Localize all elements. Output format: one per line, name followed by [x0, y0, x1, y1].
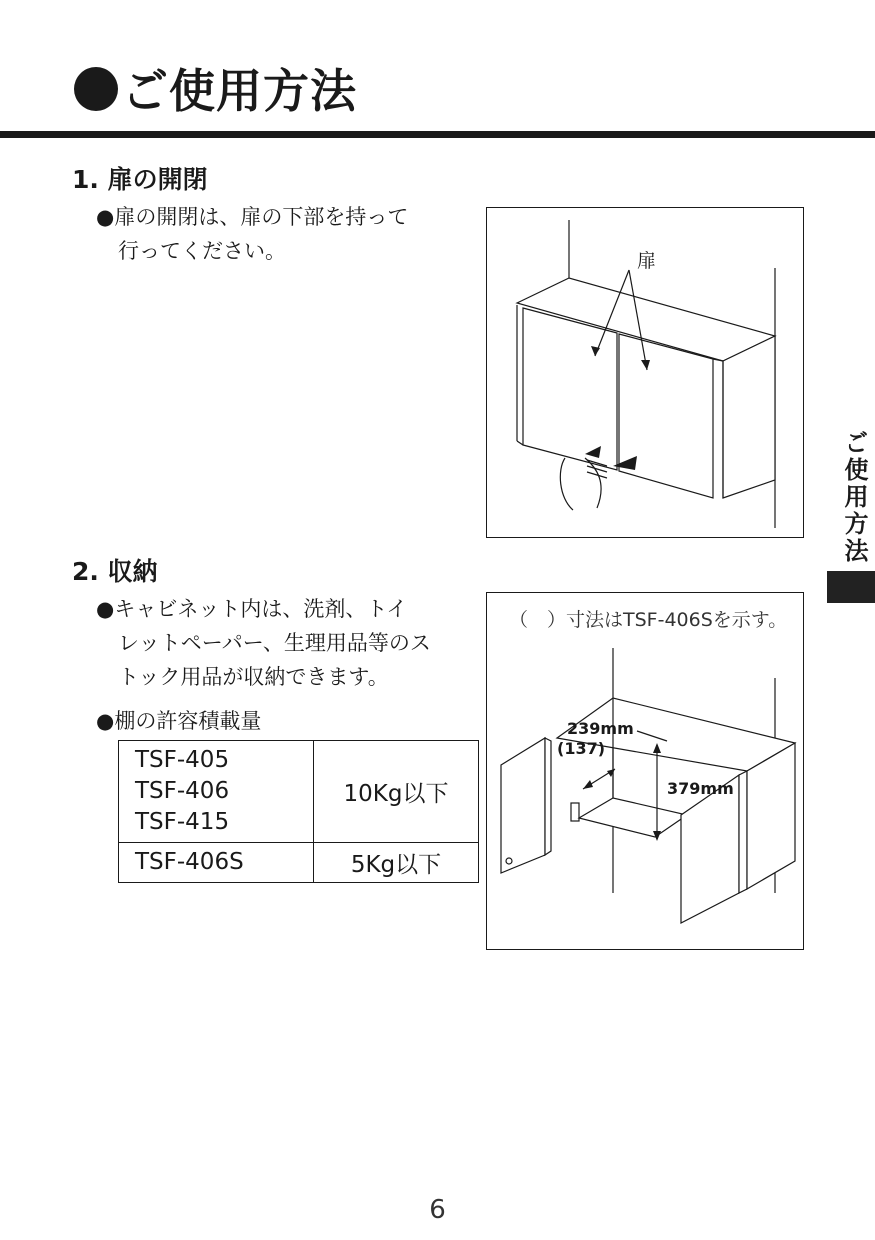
- section2-line-3: トック用品が収納できます。: [118, 665, 389, 689]
- table-cell-load: 5Kg以下: [314, 843, 479, 883]
- depth-dimension: 239mm: [567, 719, 634, 738]
- model-name: TSF-415: [135, 809, 230, 835]
- section1-text: [96, 200, 408, 268]
- table-row: [119, 741, 479, 843]
- figure-door-opening: [486, 207, 804, 538]
- section2-line-2: レットペーパー、生理用品等のス: [118, 631, 431, 655]
- section2-text: [96, 592, 431, 738]
- height-dimension: 379mm: [667, 779, 734, 798]
- table-cell-models: [119, 741, 314, 843]
- page-title-text: ご使用方法: [122, 64, 357, 118]
- side-tab: [827, 430, 875, 603]
- section2-bullet2: ●棚の許容積載量: [96, 709, 262, 733]
- table-cell-models: [119, 843, 314, 883]
- page-number: 6: [429, 1195, 446, 1225]
- load-capacity-table: [118, 740, 479, 883]
- figure-caption: （ ）寸法はTSF-406Sを示す。: [509, 609, 788, 631]
- title-rule: [0, 131, 875, 138]
- depth-dimension-alt: (137): [557, 739, 606, 758]
- side-tab-marker: [827, 571, 875, 603]
- section2-line-1: ●キャビネット内は、洗剤、トイ: [96, 597, 408, 621]
- model-name: TSF-405: [135, 747, 230, 773]
- section1-heading: 1. 扉の開閉: [72, 165, 208, 194]
- door-label: 扉: [637, 250, 657, 272]
- page-title: [74, 58, 357, 124]
- cabinet-interior-illustration: [487, 593, 803, 949]
- model-name: TSF-406S: [135, 849, 244, 875]
- section2-heading: 2. 収納: [72, 557, 158, 586]
- bullet-icon: [74, 67, 118, 111]
- side-tab-label: ご使用方法: [840, 430, 868, 565]
- section1-line-1: ●扉の開閉は、扉の下部を持って: [96, 205, 409, 229]
- table-row: [119, 843, 479, 883]
- section1-line-2: 行ってください。: [118, 239, 286, 263]
- model-name: TSF-406: [135, 778, 230, 804]
- figure-storage: [486, 592, 804, 950]
- table-cell-load: 10Kg以下: [314, 741, 479, 843]
